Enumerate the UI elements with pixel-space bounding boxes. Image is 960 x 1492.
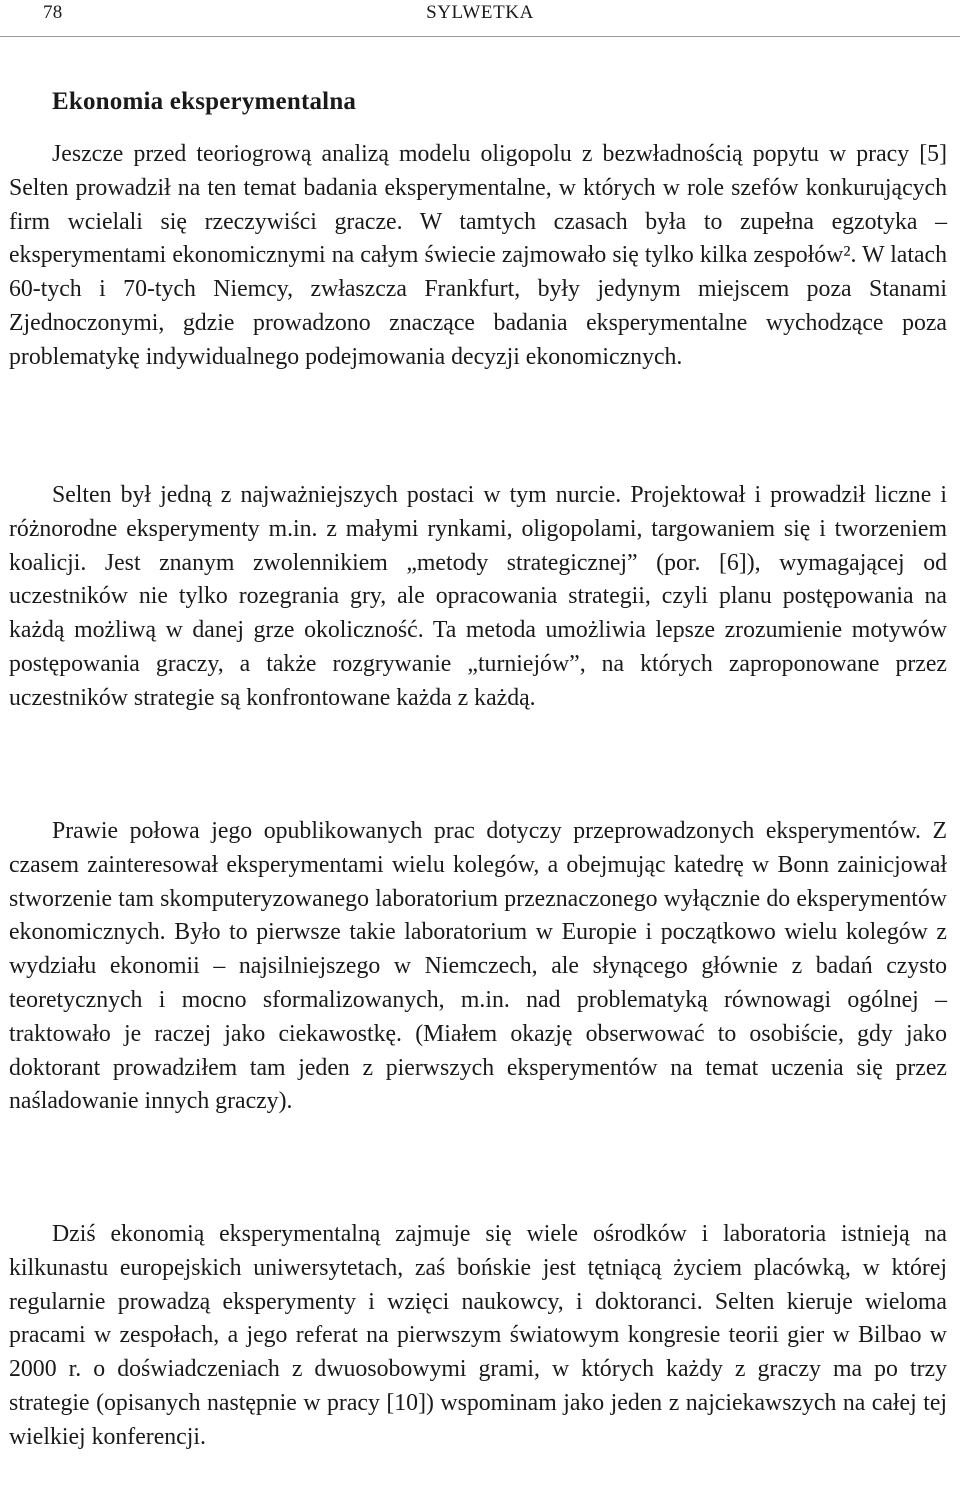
paragraph-3: Prawie połowa jego opublikowanych prac dotyczy przeprowadzonych eksperymentów. Z czasem zainteresował eksperymentami wielu kolegów, a obejmując katedrę w Bonn zainicjował stworzenie tam skomputeryzowanego laboratorium przeznaczonego wyłącznie do eksperymentów ekonomicznych. Było to pierwsze takie laboratorium w Europie i początkowo wielu kolegów z wydziału ekonomii – najsilniejszego w Niemczech, ale słynącego głównie z badań czysto teoretycznych i mocno sformalizowanych, m.in. nad problematyką równowagi ogólnej – traktowało je raczej jako ciekawostkę. (Miałem okazję obserwować to osobiście, gdy jako doktorant prowadziłem tam jeden z pierwszych eksperymentów na temat uczenia się przez naśladowanie innych graczy). bbox=[9, 818, 947, 1115]
running-header bbox=[0, 0, 960, 37]
paragraph-1: Jeszcze przed teoriogrową analizą modelu oligopolu z bezwładnością popytu w pracy [5] Selten prowadził na ten temat badania eksperymentalne, w których w role szefów konkurujących firm wcielali się rzeczywiści gracze. W tamtych czasach była to zupełna egzotyka – eksperymentami ekonomicznymi na całym świecie zajmowało się tylko kilka zespołów². W latach 60-tych i 70-tych Niemcy, zwłaszcza Frankfurt, były jedynym miejscem poza Stanami Zjednoczonymi, gdzie prowadzono znaczące badania eksperymentalne wychodzące poza problematykę indywidualnego podejmowania decyzji ekonomicznych. bbox=[9, 141, 947, 370]
running-title: SYLWETKA bbox=[426, 2, 534, 23]
section-title: Ekonomia eksperymentalna bbox=[52, 88, 357, 115]
paragraph-2: Selten był jedną z najważniejszych postaci w tym nurcie. Projektował i prowadził liczne i różnorodne eksperymenty m.in. z małymi rynkami, oligopolami, targowaniem się i tworzeniem koalicji. Jest znanym zwolennikiem „metody strategicznej” (por. [6]), wymagającej od uczestników nie tylko rozegrania gry, ale opracowania strategii, czyli planu postępowania na każdą możliwą w danej grze okoliczność. Ta metoda umożliwia lepsze zrozumienie motywów postępowania graczy, a także rozgrywanie „turniejów”, na których zaproponowane przez uczestników strategie są konfrontowane każda z każdą. bbox=[9, 482, 947, 711]
paragraph-4: Dziś ekonomią eksperymentalną zajmuje się wiele ośrodków i laboratoria istnieją na kilkunastu europejskich uniwersytetach, zaś bońskie jest tętniącą życiem placówką, w której regularnie prowadzą eksperymenty i wzięci naukowcy, i doktoranci. Selten kieruje wieloma pracami w zespołach, a jego referat na pierwszym światowym kongresie teorii gier w Bilbao w 2000 r. o doświadczeniach z dwuosobowymi grami, w których każdy z graczy ma po trzy strategie (opisanych następnie w pracy [10]) wspominam jako jeden z najciekawszych na całej tej wielkiej konferencji. bbox=[9, 1221, 947, 1450]
page-number: 78 bbox=[43, 2, 63, 23]
